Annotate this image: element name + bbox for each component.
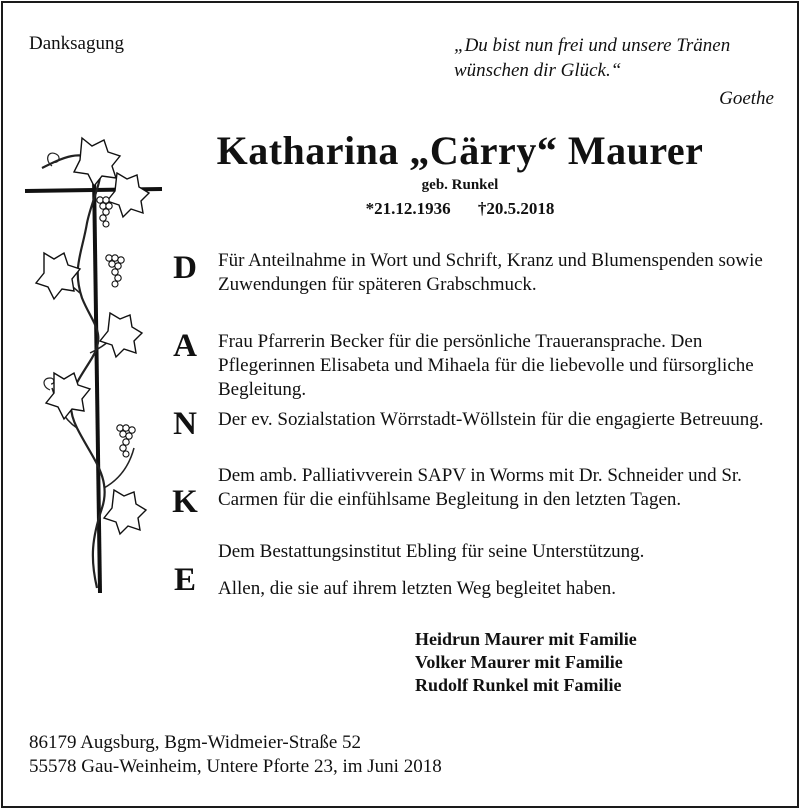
quote-line-1: „Du bist nun frei und unsere Tränen <box>454 35 731 56</box>
signer: Rudolf Runkel mit Familie <box>415 675 622 695</box>
danke-letter: E <box>173 562 196 598</box>
notice-heading: Danksagung <box>29 33 124 54</box>
birth-date: *21.12.1936 <box>365 199 451 218</box>
signers-block <box>415 628 637 697</box>
cross-with-vine-icon <box>22 128 167 598</box>
address-block <box>29 731 442 779</box>
danke-letter: K <box>172 484 198 520</box>
address-line: 55578 Gau-Weinheim, Untere Pforte 23, im Juni 2018 <box>29 756 442 777</box>
danke-letter: D <box>173 250 197 286</box>
thanks-paragraph: Der ev. Sozialstation Wörrstadt-Wöllstein für die engagierte Betreuung. <box>218 409 764 430</box>
life-dates <box>150 199 770 219</box>
quote-block <box>414 33 774 111</box>
quote-author: Goethe <box>719 88 774 109</box>
quote-line-2: wünschen dir Glück.“ <box>454 60 622 81</box>
danke-letter: N <box>173 406 197 442</box>
thanks-paragraph: Frau Pfarrerin Becker für die persönliche Traueransprache. Den Pflegerinnen Elisabeta und Mihaela für die liebevolle und fürsorgliche Begleitung. <box>218 331 754 400</box>
thanks-paragraph: Für Anteilnahme in Wort und Schrift, Kranz und Blumenspenden sowie Zuwendungen für späteren Grabschmuck. <box>218 250 763 295</box>
deceased-name: Katharina „Cärry“ Maurer <box>216 128 704 173</box>
birth-name: geb. Runkel <box>421 177 499 193</box>
danke-letter: A <box>173 328 197 364</box>
signer: Volker Maurer mit Familie <box>415 652 623 672</box>
signer: Heidrun Maurer mit Familie <box>415 629 637 649</box>
death-date: †20.5.2018 <box>477 199 555 218</box>
thanks-paragraph: Dem Bestattungsinstitut Ebling für seine Unterstützung. <box>218 541 645 562</box>
thanks-paragraph: Allen, die sie auf ihrem letzten Weg begleitet haben. <box>218 578 617 599</box>
thanks-paragraph: Dem amb. Palliativverein SAPV in Worms mit Dr. Schneider und Sr. Carmen für die einfühlsame Begleitung in den letzten Tagen. <box>218 465 742 510</box>
address-line: 86179 Augsburg, Bgm-Widmeier-Straße 52 <box>29 732 362 753</box>
